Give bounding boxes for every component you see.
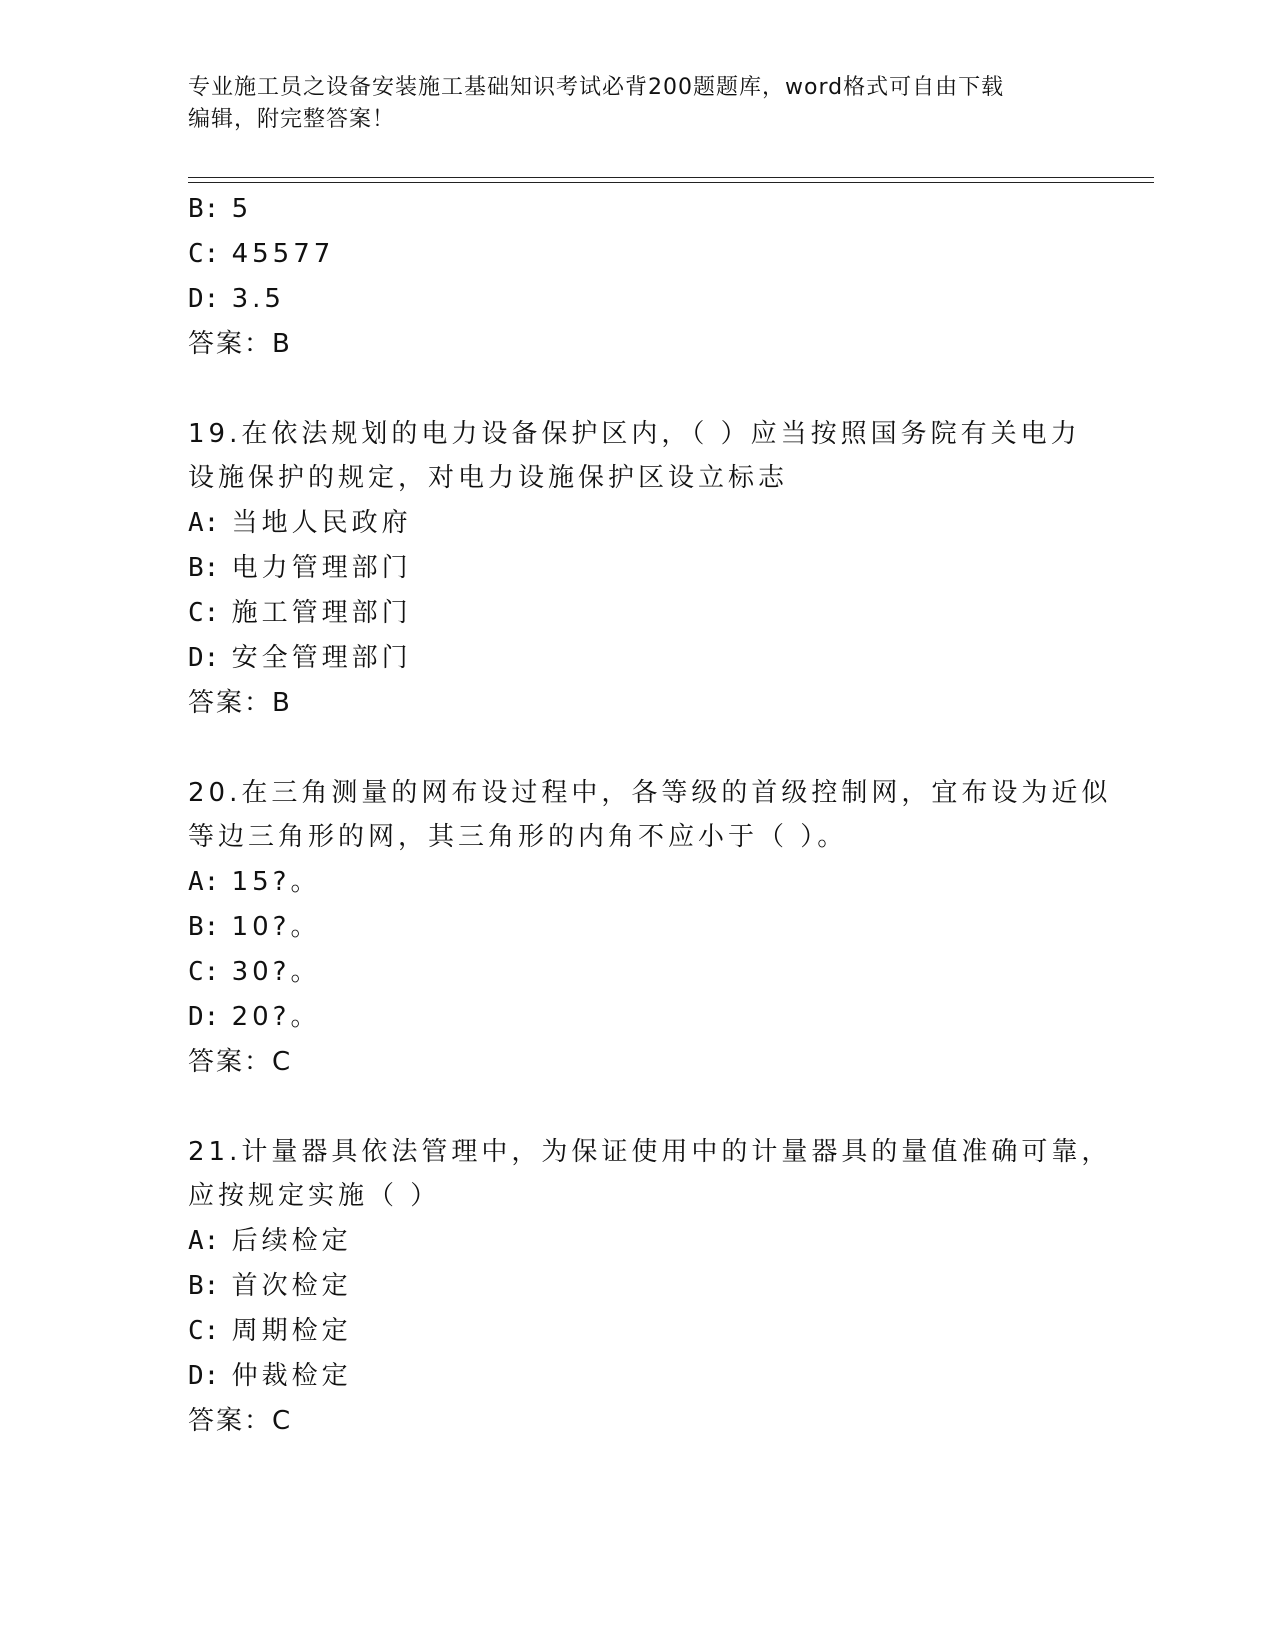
question-stem-line-2: 应按规定实施（ ） xyxy=(188,1181,441,1211)
option-b: B: 5 xyxy=(188,194,253,224)
question-stem-line-1: 19.在依法规划的电力设备保护区内，（ ）应当按照国务院有关电力 xyxy=(188,419,1081,449)
option-d: D: 仲裁检定 xyxy=(188,1361,352,1391)
option-c: C: 周期检定 xyxy=(188,1316,352,1346)
option-a: A: 15?。 xyxy=(188,867,321,897)
option-b: B: 电力管理部门 xyxy=(188,553,412,583)
option-b: B: 首次检定 xyxy=(188,1271,352,1301)
option-a: A: 后续检定 xyxy=(188,1226,352,1256)
header-line-2: 编辑，附完整答案！ xyxy=(188,107,396,132)
header-line-1: 专业施工员之设备安装施工基础知识考试必背200题题库，word格式可自由下载 xyxy=(188,75,1005,100)
answer-line: 答案：B xyxy=(188,688,292,718)
option-c: C: 施工管理部门 xyxy=(188,598,412,628)
option-a: A: 当地人民政府 xyxy=(188,508,412,538)
header-divider-bottom xyxy=(188,182,1154,183)
option-d: D: 安全管理部门 xyxy=(188,643,412,673)
option-c: C: 45577 xyxy=(188,239,335,269)
option-d: D: 3.5 xyxy=(188,284,285,314)
question-stem-line-2: 设施保护的规定，对电力设施保护区设立标志 xyxy=(188,463,789,493)
answer-line: 答案：B xyxy=(188,329,292,359)
document-header xyxy=(188,72,1088,136)
option-c: C: 30?。 xyxy=(188,957,321,987)
answer-line: 答案：C xyxy=(188,1406,293,1436)
question-stem-line-1: 20.在三角测量的网布设过程中，各等级的首级控制网，宜布设为近似 xyxy=(188,778,1112,808)
option-b: B: 10?。 xyxy=(188,912,321,942)
question-stem-line-2: 等边三角形的网，其三角形的内角不应小于（ ）。 xyxy=(188,822,848,852)
answer-line: 答案：C xyxy=(188,1047,293,1077)
header-divider-top xyxy=(188,177,1154,178)
option-d: D: 20?。 xyxy=(188,1002,321,1032)
question-stem-line-1: 21.计量器具依法管理中，为保证使用中的计量器具的量值准确可靠， xyxy=(188,1137,1112,1167)
